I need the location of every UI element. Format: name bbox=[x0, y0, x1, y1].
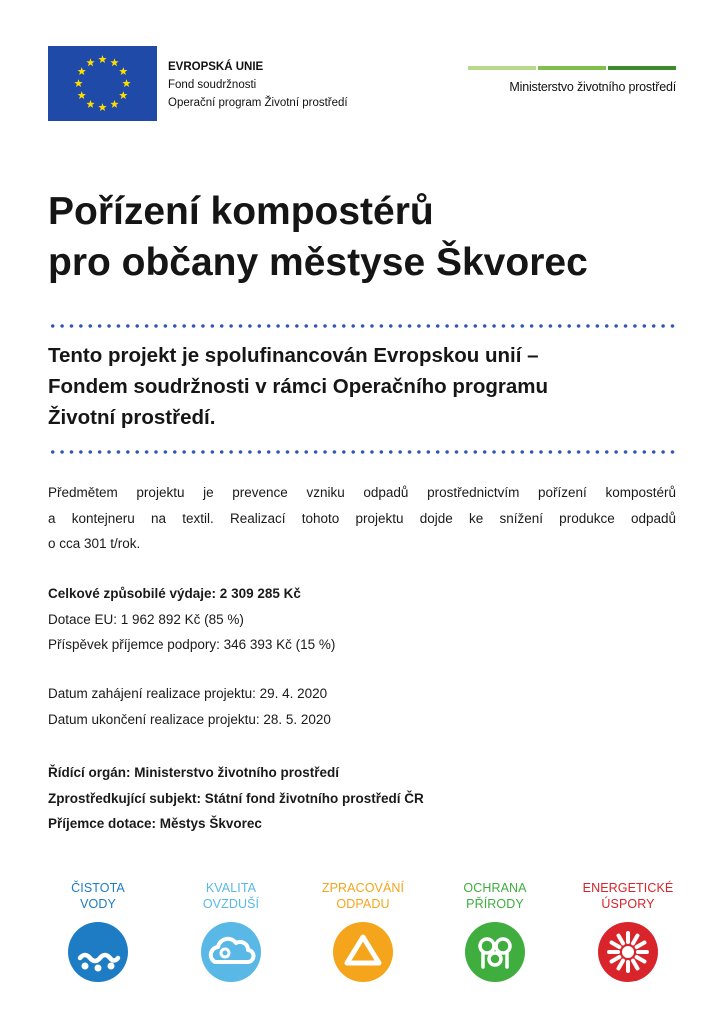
eu-star-icon bbox=[78, 91, 86, 99]
end-date: Datum ukončení realizace projektu: 28. 5. 2020 bbox=[48, 711, 331, 727]
intermediary-body: Zprostředkující subjekt: Státní fond životního prostředí ČR bbox=[48, 790, 424, 806]
recycle-triangle-icon bbox=[333, 922, 393, 982]
priority-energy bbox=[568, 880, 688, 982]
priority-label-line-2: OVZDUŠÍ bbox=[202, 897, 260, 911]
priority-label bbox=[171, 880, 291, 914]
grant-recipient: Příjemce dotace: Městys Škvorec bbox=[48, 816, 262, 831]
priority-label bbox=[435, 880, 555, 914]
ministry-bar-2 bbox=[538, 66, 606, 70]
eu-subsidy: Dotace EU: 1 962 892 Kč (85 %) bbox=[48, 611, 244, 627]
funding-line-3: Životní prostředí. bbox=[48, 406, 216, 429]
dotted-divider-top bbox=[48, 324, 676, 328]
page-title bbox=[48, 186, 588, 288]
ministry-logo bbox=[466, 66, 676, 94]
priority-waste bbox=[303, 880, 423, 982]
eu-star-icon bbox=[110, 100, 118, 108]
eu-funding-text bbox=[168, 58, 348, 112]
fund-label: Fond soudržnosti bbox=[168, 79, 257, 91]
eu-star-icon bbox=[119, 67, 127, 75]
description-line-1: Předmětem projektu je prevence vzniku odpadů prostřednictvím pořízení kompostérů bbox=[48, 485, 676, 500]
funding-line-2: Fondem soudržnosti v rámci Operačního programu bbox=[48, 375, 549, 398]
eu-flag-stars bbox=[48, 46, 157, 121]
project-description bbox=[48, 480, 676, 557]
programme-label: Operační program Životní prostředí bbox=[168, 97, 348, 109]
priority-water bbox=[38, 880, 158, 982]
start-date: Datum zahájení realizace projektu: 29. 4. 2020 bbox=[48, 686, 328, 701]
eu-star-icon bbox=[86, 58, 94, 66]
title-line-2: pro občany městyse Škvorec bbox=[48, 241, 588, 284]
priority-label-line-1: ZPRACOVÁNÍ bbox=[321, 881, 405, 895]
water-icon bbox=[68, 922, 128, 982]
priority-label-line-1: ENERGETICKÉ bbox=[582, 881, 674, 895]
dotted-divider-bottom bbox=[48, 450, 676, 454]
funding-statement bbox=[48, 340, 688, 433]
header bbox=[48, 46, 676, 126]
priority-label bbox=[38, 880, 158, 914]
priority-label-line-2: PŘÍRODY bbox=[466, 897, 524, 911]
description-line-3: o cca 301 t/rok. bbox=[48, 536, 141, 551]
priority-label-line-2: VODY bbox=[80, 897, 116, 911]
eu-star-icon bbox=[78, 67, 86, 75]
description-line-2: a kontejneru na textil. Realizací tohoto projektu dojde ke snížení produkce odpadů bbox=[48, 510, 676, 526]
recipient-contribution: Příspěvek příjemce podpory: 346 393 Kč (15 %) bbox=[48, 637, 336, 652]
trees-icon bbox=[465, 922, 525, 982]
priority-nature bbox=[435, 880, 555, 982]
eu-star-icon bbox=[119, 91, 127, 99]
priority-label-line-1: OCHRANA bbox=[463, 881, 527, 895]
cloud-icon bbox=[201, 922, 261, 982]
priority-label-line-1: KVALITA bbox=[205, 881, 257, 895]
managing-authority: Řídící orgán: Ministerstvo životního prostředí bbox=[48, 765, 340, 780]
eu-flag-icon bbox=[48, 46, 157, 121]
priority-air bbox=[171, 880, 291, 982]
eu-star-icon bbox=[86, 100, 94, 108]
priority-label-line-2: ÚSPORY bbox=[601, 897, 655, 911]
organization-section bbox=[48, 760, 676, 837]
ministry-bar-3 bbox=[608, 66, 676, 70]
eu-star-icon bbox=[74, 79, 82, 87]
funding-line-1: Tento projekt je spolufinancován Evropskou unií – bbox=[48, 344, 539, 367]
sun-icon bbox=[598, 922, 658, 982]
eu-label: EVROPSKÁ UNIE bbox=[168, 61, 264, 73]
ministry-name: Ministerstvo životního prostředí bbox=[509, 80, 676, 94]
costs-section bbox=[48, 581, 676, 658]
priority-label bbox=[568, 880, 688, 914]
title-line-1: Pořízení kompostérů bbox=[48, 190, 434, 233]
priority-label-line-1: ČISTOTA bbox=[71, 881, 125, 895]
eu-star-icon bbox=[98, 103, 106, 111]
priority-label-line-2: ODPADU bbox=[336, 897, 390, 911]
total-costs: Celkové způsobilé výdaje: 2 309 285 Kč bbox=[48, 586, 301, 601]
eu-star-icon bbox=[98, 55, 106, 63]
eu-star-icon bbox=[110, 58, 118, 66]
programme-priorities bbox=[38, 880, 688, 1010]
dates-section bbox=[48, 681, 676, 732]
ministry-bar-1 bbox=[468, 66, 536, 70]
priority-label bbox=[303, 880, 423, 914]
eu-star-icon bbox=[122, 79, 130, 87]
ministry-color-bars bbox=[466, 66, 676, 70]
